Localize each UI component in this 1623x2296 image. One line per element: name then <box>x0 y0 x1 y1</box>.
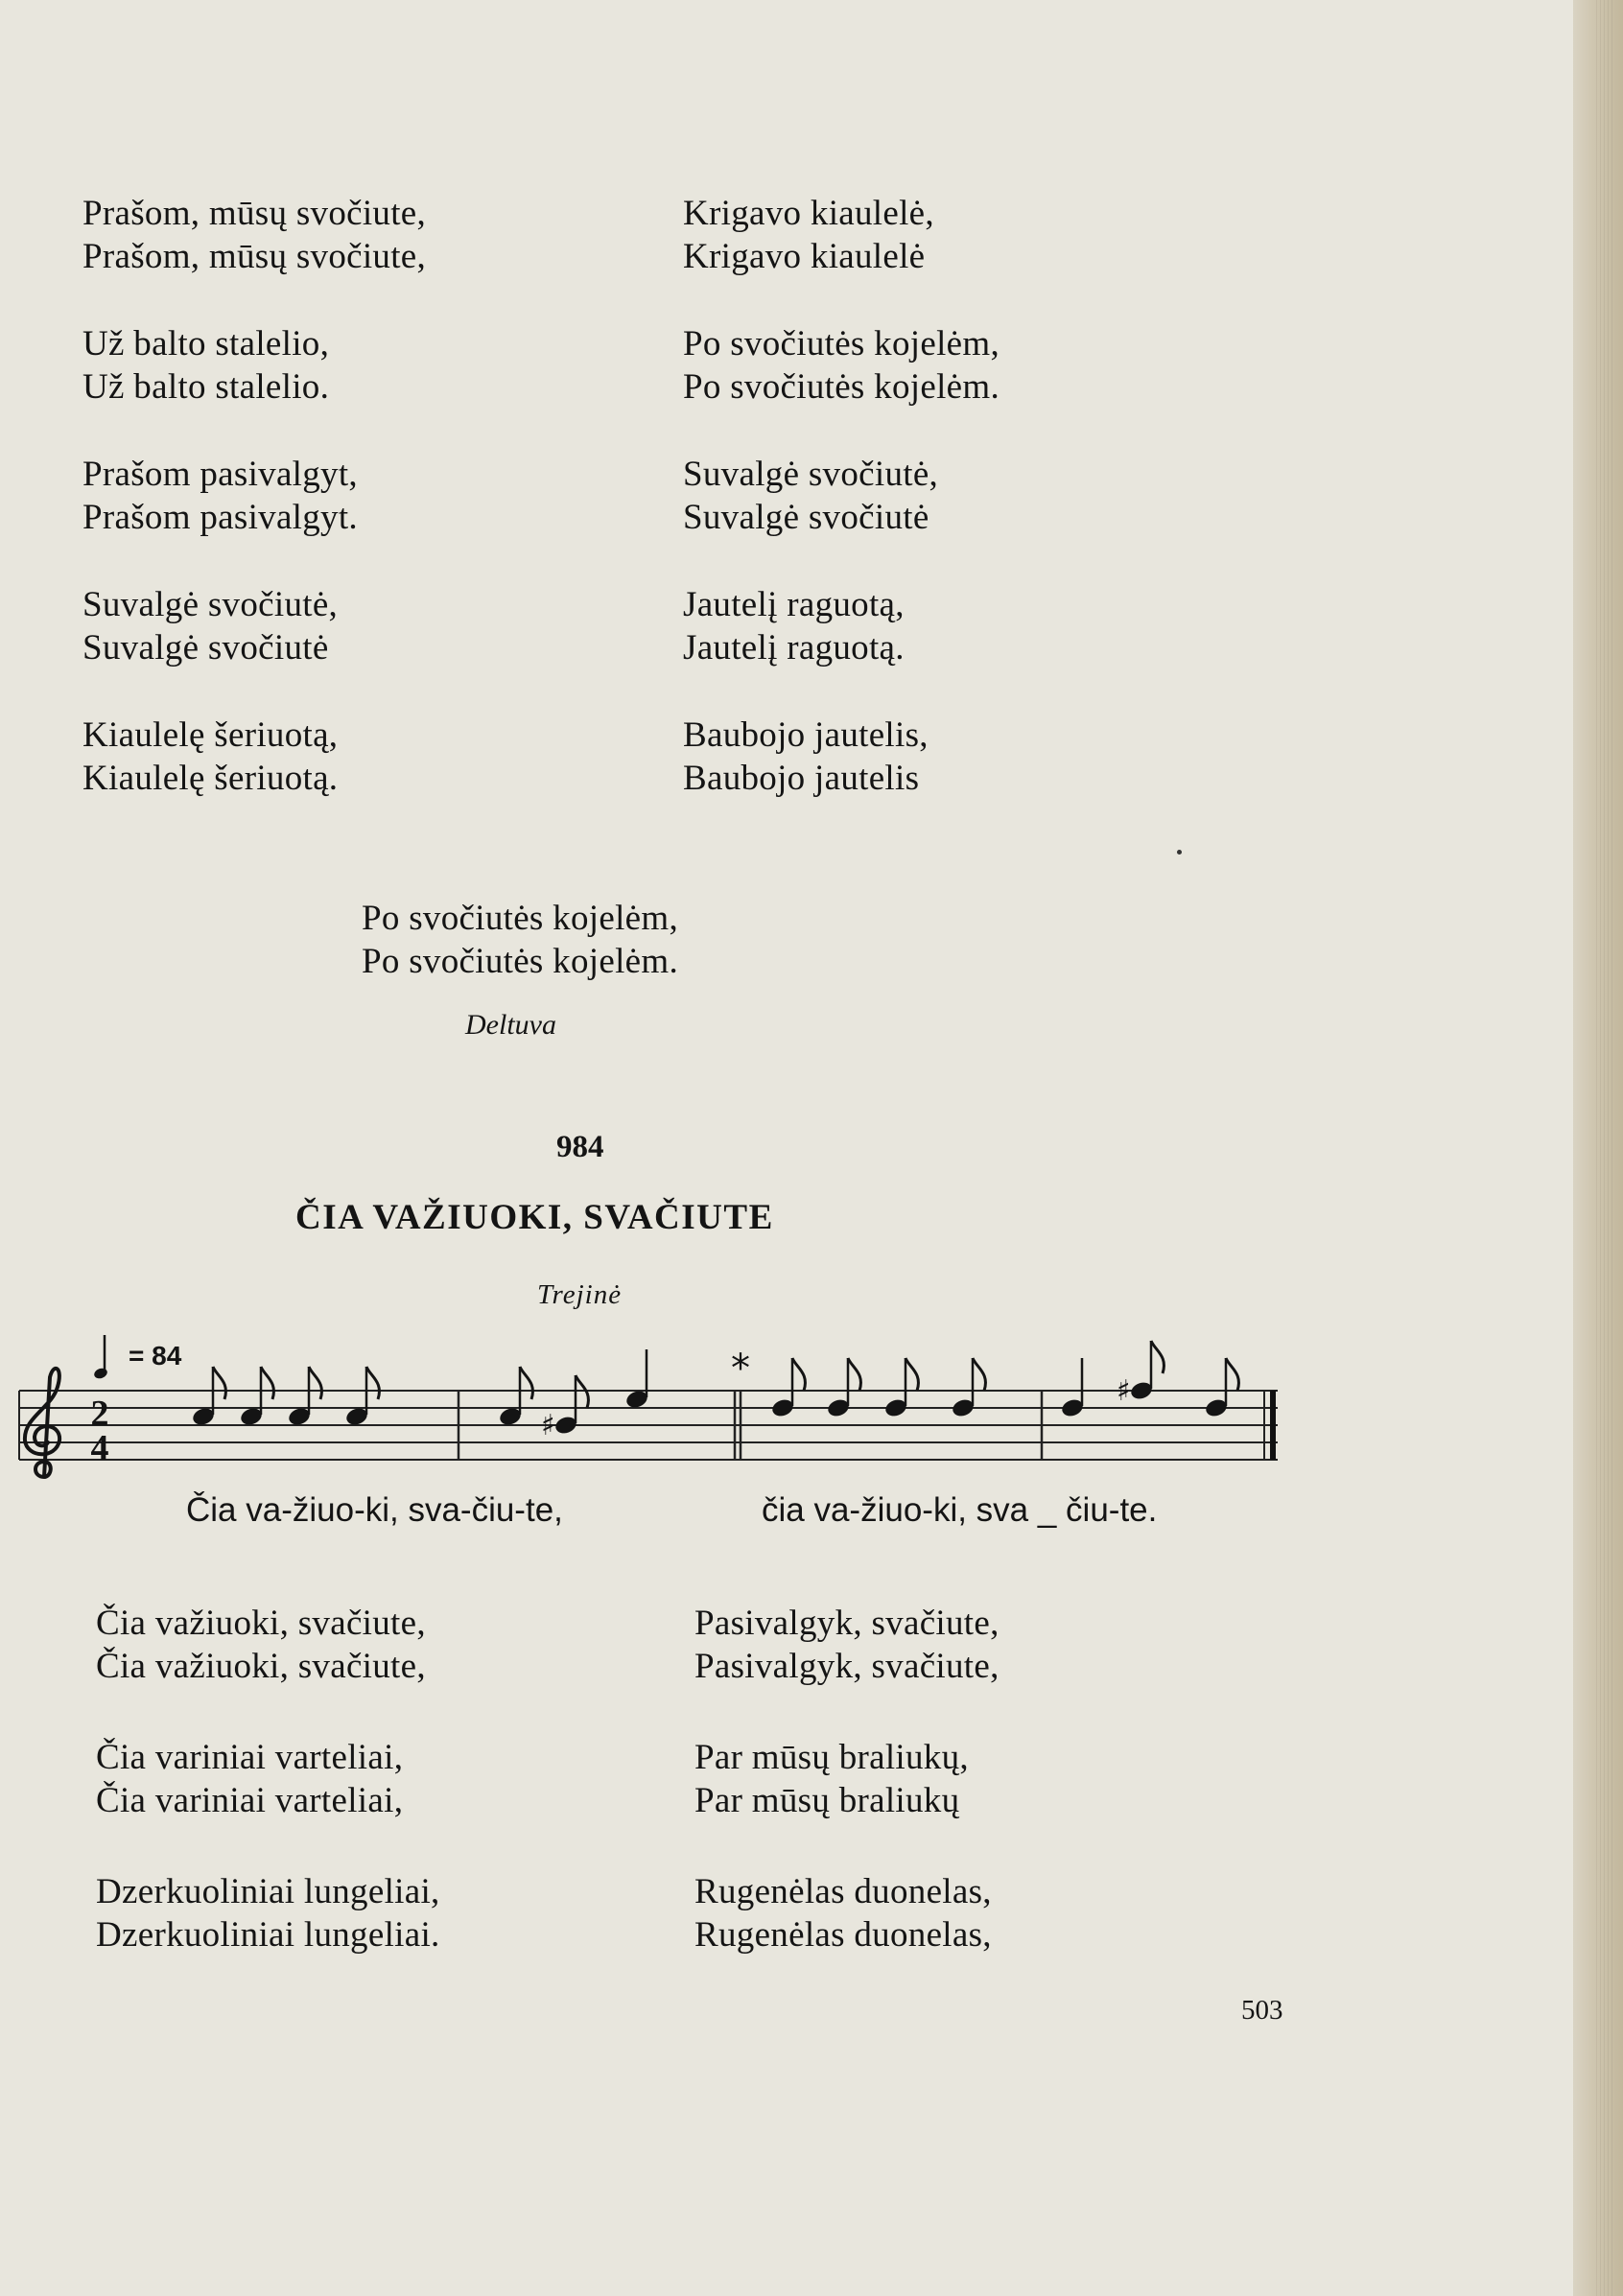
sharp-icon: ♯ <box>541 1409 555 1442</box>
location-label: Deltuva <box>465 1009 556 1041</box>
time-signature-bottom: 4 <box>90 1428 109 1468</box>
note-flag <box>213 1367 225 1399</box>
verse-line: Rugenėlas duonelas, <box>694 1915 992 1955</box>
verse-line: Par mūsų braliukų <box>694 1781 960 1820</box>
sharp-icon: ♯ <box>1117 1374 1131 1408</box>
verse-line: Rugenėlas duonelas, <box>694 1872 992 1911</box>
note-flag <box>309 1367 321 1399</box>
verse-line: Suvalgė svočiutė, <box>82 585 339 624</box>
note-f5-eighth <box>1117 1341 1164 1408</box>
verse-line: Baubojo jautelis <box>683 759 920 798</box>
asterisk-mark: * <box>731 1347 750 1391</box>
verse-line: Prašom pasivalgyt, <box>82 455 358 494</box>
note-c5-eighth <box>191 1367 226 1427</box>
verse-line: Čia variniai varteliai, <box>96 1781 404 1820</box>
verse-line: Kiaulelę šeriuotą, <box>82 715 339 755</box>
verse-line: Po svočiutės kojelėm, <box>362 899 679 938</box>
verse-line: Prašom pasivalgyt. <box>82 498 358 537</box>
verse-line: Krigavo kiaulelė <box>683 237 926 276</box>
note-d5-quarter <box>1060 1358 1085 1418</box>
note-flag <box>1151 1341 1164 1373</box>
time-signature <box>91 1394 109 1468</box>
note-d5-eighth <box>951 1358 986 1418</box>
lower-left-column <box>96 1602 440 2004</box>
verse-line: Jautelį raguotą. <box>683 628 905 668</box>
lyric-line: čia va-žiuo-ki, sva _ čiu-te. <box>762 1491 1158 1529</box>
staff-lines <box>19 1391 1278 1460</box>
note-d5-eighth <box>770 1358 806 1418</box>
stanza <box>694 1602 1000 1736</box>
verse-line: Už balto stalelio, <box>82 324 330 363</box>
note-e5-quarter <box>624 1349 649 1410</box>
note-flag <box>520 1367 532 1399</box>
verse-line: Čia važiuoki, svačiute, <box>96 1604 426 1643</box>
verse-line: Po svočiutės kojelėm, <box>683 324 1000 363</box>
verse-line: Po svočiutės kojelėm. <box>683 367 1000 407</box>
verse-line: Po svočiutės kojelėm. <box>362 942 679 981</box>
rhythm-label: Trejinė <box>537 1279 623 1310</box>
lower-right-column <box>694 1602 1000 2004</box>
verse-line: Suvalgė svočiutė <box>683 498 929 537</box>
note-flag <box>848 1358 860 1391</box>
song-title: ČIA VAŽIUOKI, SVAČIUTE <box>295 1198 774 1237</box>
note-d5-eighth <box>826 1358 861 1418</box>
page-number: 503 <box>1241 1995 1283 2026</box>
note-flag <box>1226 1358 1238 1391</box>
note-flag <box>261 1367 273 1399</box>
note-flag <box>366 1367 379 1399</box>
verse-line: Par mūsų braliukų, <box>694 1738 969 1777</box>
time-signature-top: 2 <box>90 1394 109 1434</box>
verse-line: Dzerkuoliniai lungeliai. <box>96 1915 440 1955</box>
stanza <box>96 1602 440 1736</box>
stanza <box>694 1870 1000 2004</box>
verse-line: Pasivalgyk, svačiute, <box>694 1604 1000 1643</box>
stanza <box>96 1736 440 1870</box>
verse-line: Už balto stalelio. <box>82 367 330 407</box>
lyric-line: Čia va-žiuo-ki, sva-čiu-te, <box>186 1491 563 1529</box>
verse-line: Prašom, mūsų svočiute, <box>82 194 427 233</box>
verse-line: Suvalgė svočiutė <box>82 628 329 668</box>
verse-line: Pasivalgyk, svačiute, <box>694 1647 1000 1686</box>
note-flag <box>973 1358 985 1391</box>
verse-line: Kiaulelę šeriuotą. <box>82 759 339 798</box>
note-c5-eighth <box>344 1367 380 1427</box>
note-c5-eighth <box>287 1367 322 1427</box>
verse-line: Prašom, mūsų svočiute, <box>82 237 427 276</box>
note-c5-eighth <box>498 1367 533 1427</box>
stanza <box>96 1870 440 2004</box>
note-flag <box>792 1358 805 1391</box>
verse-line: Jautelį raguotą, <box>683 585 905 624</box>
verse-line: Čia variniai varteliai, <box>96 1738 404 1777</box>
note-flag <box>906 1358 918 1391</box>
note-d5-eighth <box>883 1358 919 1418</box>
verse-line: Krigavo kiaulelė, <box>683 194 934 233</box>
song-number: 984 <box>556 1130 604 1164</box>
verse-line: Čia važiuoki, svačiute, <box>96 1647 426 1686</box>
tempo-value: = 84 <box>129 1341 182 1371</box>
verse-line: Dzerkuoliniai lungeliai, <box>96 1872 440 1911</box>
treble-clef-icon <box>25 1369 59 1477</box>
stanza <box>694 1736 1000 1870</box>
verse-line: Baubojo jautelis, <box>683 715 929 755</box>
verse-line: Suvalgė svočiutė, <box>683 455 939 494</box>
note-d5-eighth <box>1204 1358 1239 1418</box>
note-c5-eighth <box>239 1367 274 1427</box>
